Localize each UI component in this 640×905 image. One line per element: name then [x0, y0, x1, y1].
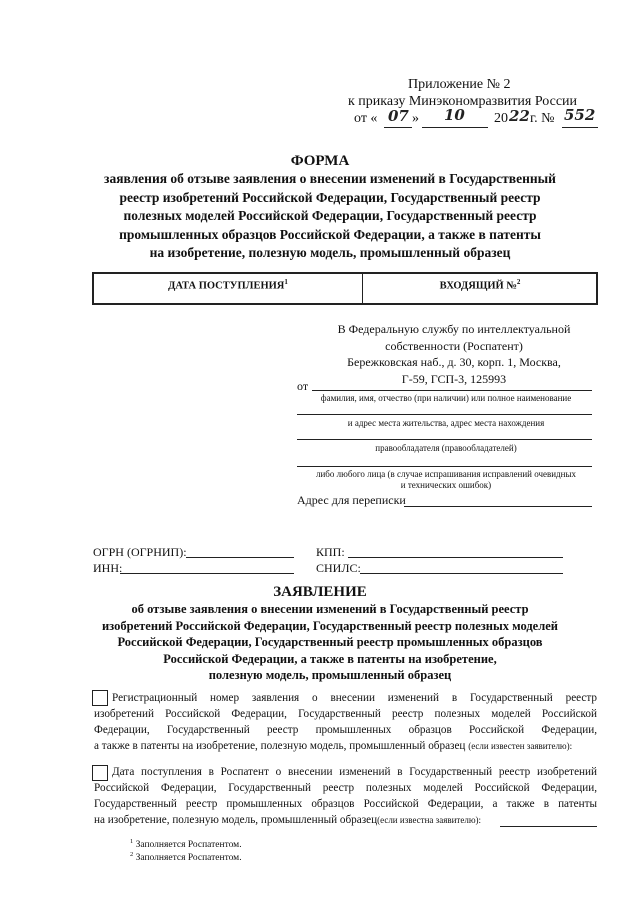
- footnote-ref: 1: [284, 278, 288, 286]
- applicant-name-field[interactable]: [312, 390, 592, 391]
- statement-subtitle-line: об отзыве заявления о внесении изменений в Государственный реестр: [131, 602, 529, 616]
- form-title: ФОРМА: [290, 153, 350, 169]
- appendix-date-line: [354, 106, 604, 133]
- intake-table: [92, 272, 598, 305]
- addressee-block: [310, 321, 598, 387]
- receipt-date-text-first: Дата поступления в Роспатент о внесении изменений в Государственный реестр изобретений: [112, 766, 597, 778]
- date-received-label: ДАТА ПОСТУПЛЕНИЯ: [168, 280, 285, 292]
- other-person-hint: [300, 469, 592, 491]
- number-label: г. №: [530, 111, 555, 126]
- addressee-line: В Федеральную службу по интеллектуальной: [337, 322, 571, 336]
- date-prefix: от «: [354, 111, 378, 126]
- inn-field[interactable]: [120, 573, 294, 574]
- ogrn-field[interactable]: [186, 557, 294, 558]
- addressee-line: собственности (Роспатент): [385, 338, 523, 353]
- snils-field[interactable]: [360, 573, 563, 574]
- other-person-hint-line: либо любого лица (в случае испрашивания исправлений очевидных: [315, 469, 576, 479]
- date-received-cell: [94, 278, 362, 292]
- form-subtitle-line: промышленных образцов Российской Федерации, а также в патенты: [119, 226, 541, 242]
- footnote-1-number: 1: [130, 838, 134, 845]
- statement-title: ЗАЯВЛЕНИЕ: [273, 584, 367, 600]
- form-subtitle: [60, 170, 600, 263]
- incoming-number-label: ВХОДЯЩИЙ №: [439, 280, 517, 292]
- statement-subtitle-line: полезную модель, промышленный образец: [208, 668, 452, 682]
- item1-last-line: [94, 738, 597, 754]
- statement-subtitle-line: изобретений Российской Федерации, Государственный реестр полезных моделей: [101, 618, 558, 633]
- kpp-label: КПП:: [316, 545, 345, 559]
- footnote-ref: 2: [516, 278, 521, 286]
- receipt-date-text: [94, 780, 597, 828]
- form-subtitle-line: заявления об отзыве заявления о внесении изменений в Государственный: [104, 171, 556, 186]
- item1-line: изобретений Российской Федерации, Государственный реестр полезных моделей Российской: [94, 708, 597, 720]
- correspondence-address-field[interactable]: [404, 506, 592, 507]
- other-person-hint-line: и технических ошибок): [400, 480, 492, 490]
- inn-label: ИНН:: [93, 561, 123, 575]
- item1-note: (если известен заявителю):: [468, 741, 573, 751]
- other-person-field[interactable]: [297, 466, 592, 467]
- registration-number-checkbox[interactable]: [92, 690, 108, 706]
- applicant-address-hint: и адрес места жительства, адрес места нахождения: [347, 418, 545, 428]
- footnote-2-text: Заполняется Роспатентом.: [135, 853, 242, 864]
- addressee-line: Г-59, ГСП-3, 125993: [401, 371, 507, 386]
- footnote-1-text: Заполняется Роспатентом.: [135, 840, 242, 851]
- appendix-order: к приказу Минэкономразвития России: [348, 94, 578, 109]
- year-suffix: 22: [509, 107, 530, 125]
- receipt-date-checkbox[interactable]: [92, 765, 108, 781]
- table-divider: [362, 274, 363, 303]
- item2-note: (если известна заявителю):: [377, 815, 482, 825]
- snils-label: СНИЛС:: [316, 561, 361, 575]
- from-label: от: [297, 379, 309, 393]
- item2-line: Государственный реестр промышленных образцов Российской Федерации, а также в патенты: [94, 798, 597, 810]
- order-number-value: 552: [564, 106, 596, 124]
- kpp-field[interactable]: [348, 557, 563, 558]
- item1-line: Федерации, Государственный реестр промышленных образцов Российской Федерации,: [94, 724, 597, 736]
- registration-number-text: [94, 706, 597, 754]
- rightholder-field[interactable]: [297, 439, 592, 440]
- footnote-2-number: 2: [130, 851, 134, 858]
- registration-number-text-first: Регистрационный номер заявления о внесении изменений в Государственный реестр: [112, 692, 597, 704]
- item2-line: Российской Федерации, Государственный реестр полезных моделей Российской Федерации,: [94, 782, 597, 794]
- receipt-date-field[interactable]: [500, 826, 597, 827]
- incoming-number-cell: [364, 278, 596, 292]
- rightholder-hint: правообладателя (правообладателей): [375, 443, 517, 453]
- correspondence-address-label: Адрес для переписки: [297, 493, 406, 507]
- footnote-1: [130, 838, 242, 850]
- statement-subtitle-line: Российской Федерации, Государственный реестр промышленных образцов: [117, 635, 543, 649]
- item2-last-main: на изобретение, полезную модель, промышленный образец: [94, 814, 378, 826]
- applicant-address-field[interactable]: [297, 414, 592, 415]
- form-subtitle-line: полезных моделей Российской Федерации, Государственный реестр: [123, 208, 537, 223]
- appendix-number: Приложение № 2: [408, 77, 511, 92]
- item1-last-main: а также в патенты на изобретение, полезную модель, промышленный образец: [94, 740, 466, 752]
- statement-subtitle: [40, 601, 620, 684]
- year-prefix: 20: [494, 111, 508, 126]
- form-subtitle-line: реестр изобретений Российской Федерации, Государственный реестр: [119, 189, 541, 205]
- addressee-line: Бережковская наб., д. 30, корп. 1, Москва,: [347, 355, 561, 369]
- day-suffix: »: [412, 111, 419, 126]
- applicant-name-hint: фамилия, имя, отчество (при наличии) или полное наименование: [320, 393, 572, 403]
- footnote-2: [130, 851, 242, 863]
- form-subtitle-line: на изобретение, полезную модель, промышленный образец: [149, 245, 511, 260]
- statement-subtitle-line: Российской Федерации, а также в патенты на изобретение,: [163, 651, 497, 666]
- month-value: 10: [444, 106, 465, 124]
- day-value: 07: [388, 107, 409, 125]
- ogrn-label: ОГРН (ОГРНИП):: [93, 545, 187, 559]
